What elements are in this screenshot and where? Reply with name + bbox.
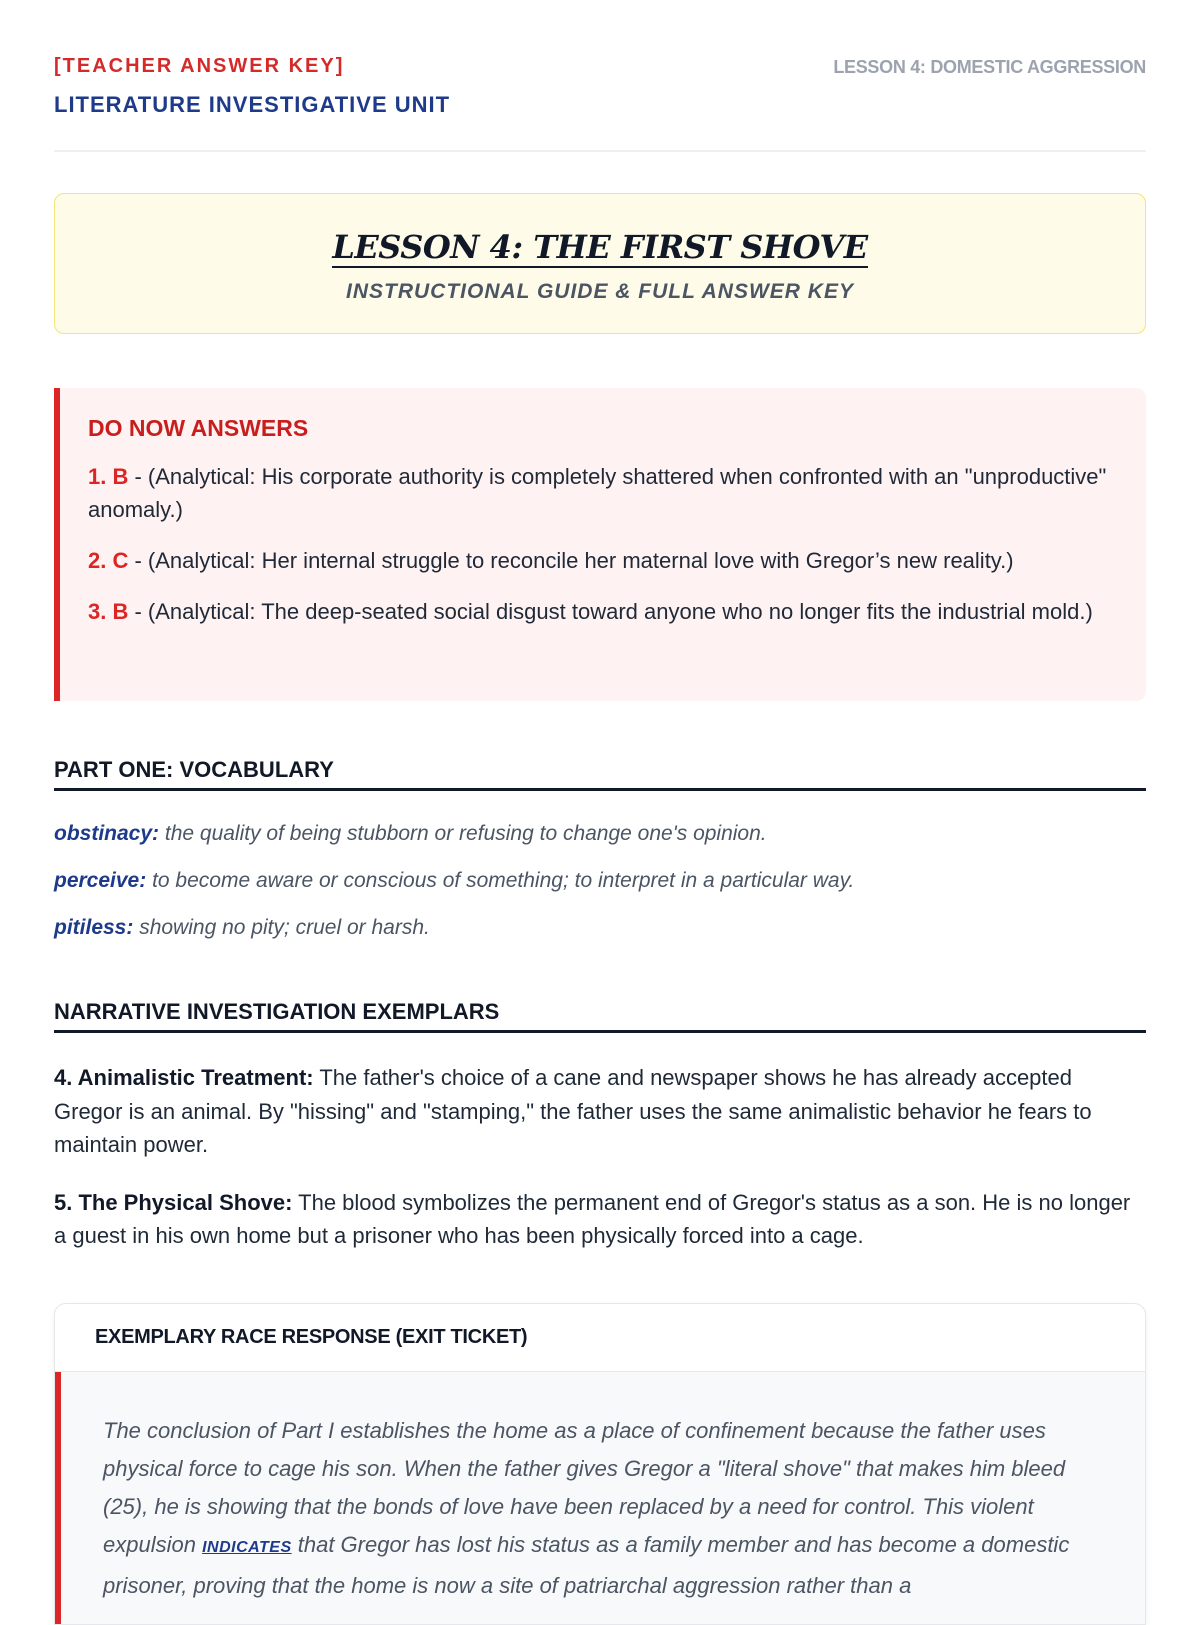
narrative-item [54, 1186, 1146, 1253]
vocabulary-term: perceive: [54, 869, 147, 892]
exit-ticket-card [54, 1303, 1146, 1625]
lesson-title: LESSON 4: THE FIRST SHOVE [332, 228, 868, 266]
do-now-answer: 3. B [88, 599, 129, 624]
vocabulary-term: obstinacy: [54, 822, 160, 845]
vocabulary-item [54, 819, 1146, 849]
answer-key-tag: [TEACHER ANSWER KEY] [54, 55, 345, 77]
do-now-explanation: - (Analytical: Her internal struggle to reconcile her maternal love with Gregor’s new reality.) [128, 548, 1014, 573]
do-now-item [88, 544, 1116, 577]
vocabulary-term: pitiless: [54, 916, 134, 939]
lesson-subtitle: INSTRUCTIONAL GUIDE & FULL ANSWER KEY [346, 280, 854, 303]
transition-keyword: INDICATES [202, 1538, 292, 1556]
vocabulary-list [54, 819, 1146, 943]
narrative-text: The blood symbolizes the permanent end of Gregor's status as a son. He is no longer a guest in his own home but a prisoner who has been physically forced into a cage. [54, 1189, 1131, 1248]
narrative-label: 4. Animalistic Treatment: [54, 1065, 314, 1090]
narrative-label: 5. The Physical Shove: [54, 1189, 293, 1215]
exit-ticket-text: The conclusion of Part I establishes the home as a place of confinement because the father uses physical force to cage his son. When the father gives Gregor a "literal shove" that makes him bleed (25), he is showing that the bonds of love have been replaced by a need for control. This violent expulsion [103, 1417, 1066, 1557]
vocabulary-definition: the quality of being stubborn or refusing to change one's opinion. [159, 822, 767, 845]
exit-ticket-body [55, 1372, 1145, 1625]
exit-ticket-response [103, 1412, 1105, 1605]
do-now-answer: 1. B [88, 464, 129, 489]
unit-title: LITERATURE INVESTIGATIVE UNIT [54, 92, 451, 117]
exit-ticket-heading: EXEMPLARY RACE RESPONSE (EXIT TICKET) [55, 1304, 1145, 1372]
do-now-explanation: - (Analytical: The deep-seated social disgust toward anyone who no longer fits the industrial mold.) [128, 599, 1093, 624]
vocabulary-definition: showing no pity; cruel or harsh. [133, 916, 430, 939]
lesson-tag: LESSON 4: DOMESTIC AGGRESSION [833, 57, 1146, 77]
narrative-heading: NARRATIVE INVESTIGATION EXEMPLARS [54, 999, 1146, 1033]
narrative-item [54, 1061, 1146, 1162]
narrative-text: The father's choice of a cane and newspaper shows he has already accepted Gregor is an animal. By "hissing" and "stamping," the father uses the same animalistic behavior he fears to maintain power. [54, 1065, 1092, 1157]
do-now-heading: DO NOW ANSWERS [88, 415, 309, 441]
lesson-title-box [54, 193, 1146, 334]
vocabulary-item [54, 866, 1146, 896]
vocabulary-heading: PART ONE: VOCABULARY [54, 757, 1146, 791]
exit-ticket-text: that Gregor has lost his status as a family member and has become a domestic prisoner, proving that the home is now a site of patriarchal aggression rather than a [103, 1531, 1070, 1598]
do-now-box [54, 388, 1146, 701]
do-now-explanation: - (Analytical: His corporate authority is completely shattered when confronted with an "unproductive" anomaly.) [88, 464, 1107, 522]
vocabulary-item [54, 913, 1146, 943]
do-now-item [88, 460, 1116, 526]
page-header [54, 0, 1146, 152]
narrative-list [54, 1061, 1146, 1253]
vocabulary-definition: to become aware or conscious of something; to interpret in a particular way. [146, 869, 855, 892]
do-now-answer: 2. C [88, 548, 129, 573]
do-now-item [88, 595, 1116, 628]
